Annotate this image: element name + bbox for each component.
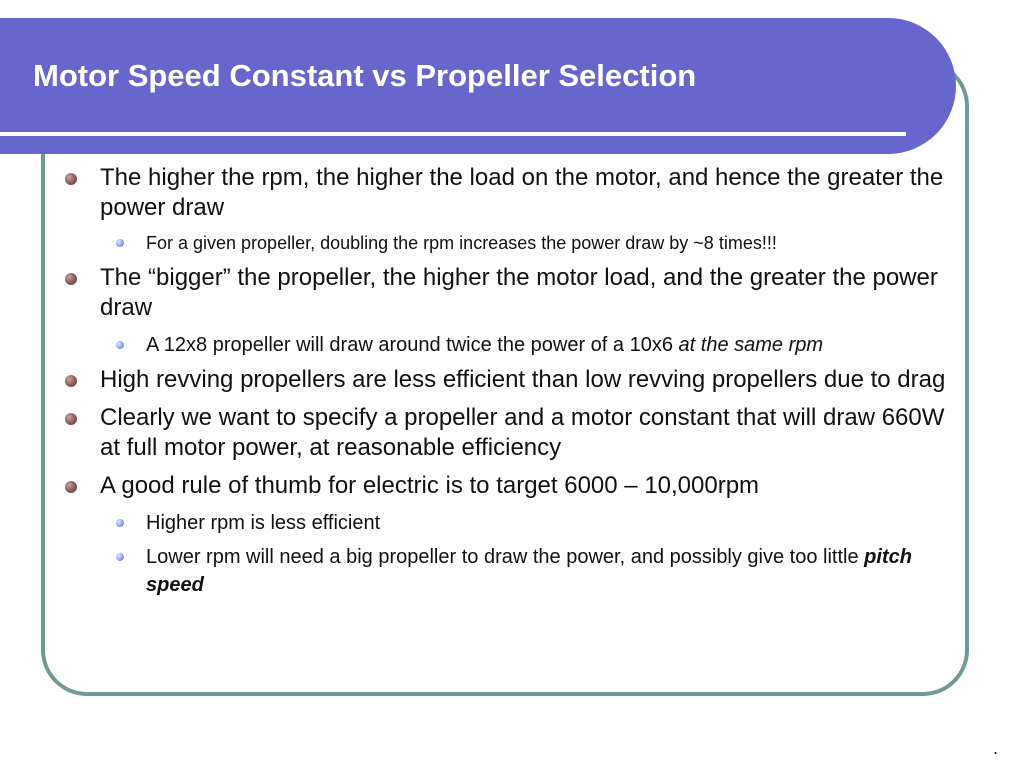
bullet-text: The higher the rpm, the higher the load on the motor, and hence the greater the power draw [100, 164, 944, 221]
bullet-text: The “bigger” the propeller, the higher the motor load, and the greater the power draw [100, 264, 938, 321]
sub-bullet-text: Higher rpm is less efficient [146, 512, 381, 534]
sub-bullet-text: For a given propeller, doubling the rpm increases the power draw by ~8 times!!! [146, 233, 777, 253]
sub-bullet-item [146, 229, 968, 257]
sub-bullet-emphasis: at the same rpm [678, 334, 824, 356]
bullet-text: Clearly we want to specify a propeller and a motor constant that will draw 660W at full motor power, at reasonable efficiency [100, 404, 945, 461]
bullet-item [100, 471, 968, 501]
bullet-marker-icon [65, 173, 77, 185]
bullet-list [100, 163, 968, 605]
bullet-marker-icon [65, 413, 77, 425]
sub-bullet-item [146, 331, 968, 359]
bullet-item [100, 365, 968, 395]
bullet-text: High revving propellers are less efficient than low revving propellers due to drag [100, 366, 946, 393]
bullet-marker-icon [65, 481, 77, 493]
bullet-item [100, 403, 968, 463]
bullet-text: A good rule of thumb for electric is to target 6000 – 10,000rpm [100, 472, 760, 499]
title-underline [0, 132, 906, 136]
sub-bullet-text: Lower rpm will need a big propeller to draw the power, and possibly give too little [146, 546, 865, 568]
bullet-item [100, 263, 968, 323]
corner-mark: . [993, 738, 999, 758]
sub-bullet-item [146, 543, 968, 599]
sub-bullet-marker-icon [116, 553, 124, 561]
bullet-marker-icon [65, 375, 77, 387]
sub-bullet-marker-icon [116, 239, 124, 247]
bullet-item [100, 163, 968, 223]
sub-bullet-text: A 12x8 propeller will draw around twice the power of a 10x6 [146, 334, 679, 356]
bullet-marker-icon [65, 273, 77, 285]
sub-bullet-marker-icon [116, 519, 124, 527]
sub-bullet-marker-icon [116, 341, 124, 349]
sub-bullet-emphasis: pitch speed [146, 546, 912, 596]
slide-title: Motor Speed Constant vs Propeller Selection [33, 58, 697, 93]
sub-bullet-item [146, 509, 968, 537]
